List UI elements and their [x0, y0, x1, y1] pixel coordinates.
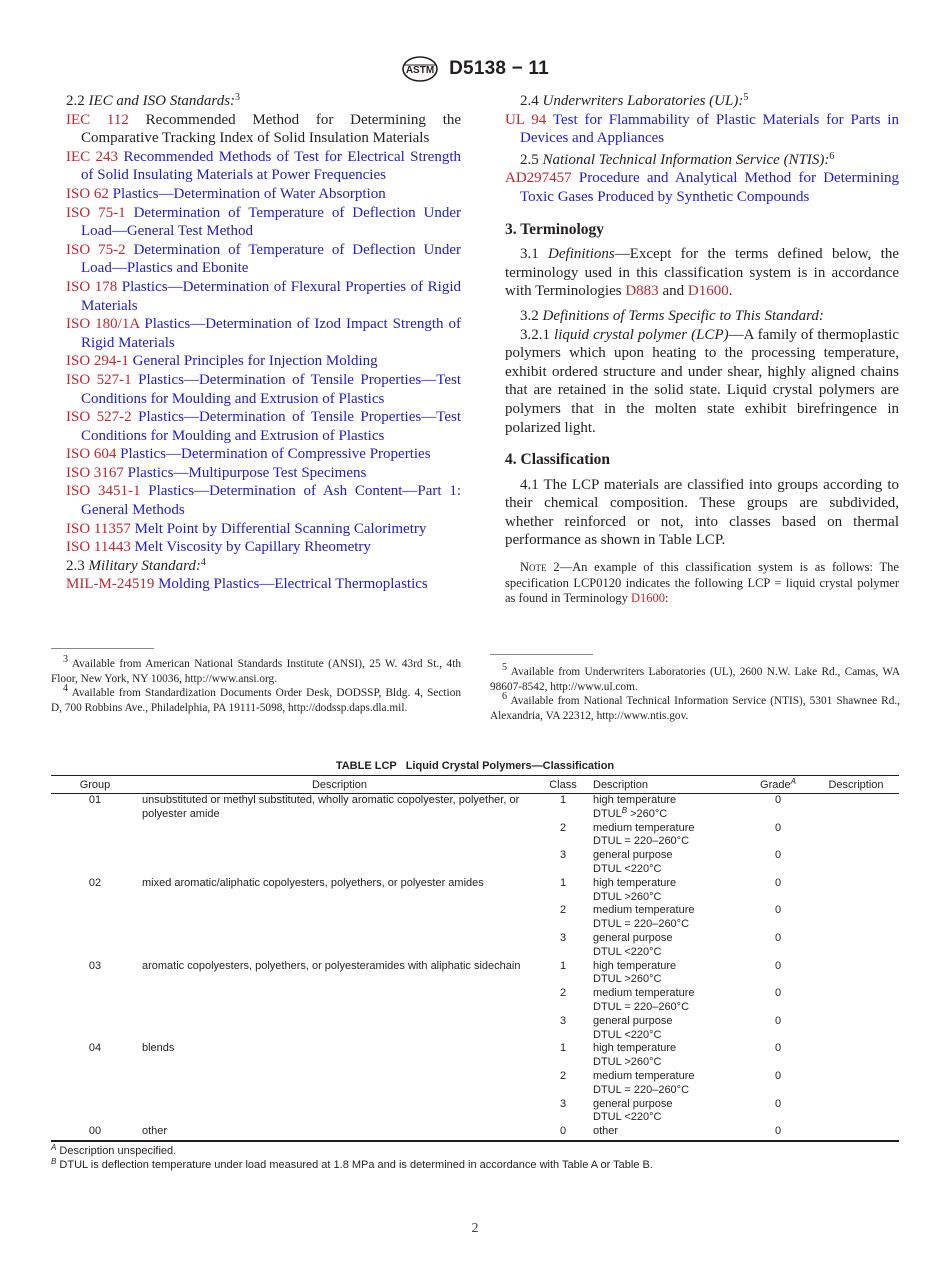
- table-row: [51, 822, 899, 850]
- reference-code-link[interactable]: ISO 3167: [66, 464, 124, 481]
- table-row: [51, 932, 899, 960]
- page-number: 2: [471, 1221, 479, 1236]
- cell-description: other: [139, 1125, 537, 1141]
- cell-grade: 0: [774, 849, 782, 862]
- table-row: [51, 960, 899, 988]
- reference-item[interactable]: [66, 204, 461, 241]
- table-header-row: [51, 776, 899, 794]
- reference-title-link[interactable]: Plastics—Determination of Flexural Properties of Rigid Materials: [81, 278, 461, 314]
- footnote-divider: [51, 648, 154, 649]
- cell-class-description: medium temperature DTUL = 220–260°C: [593, 821, 695, 848]
- reference-code-link[interactable]: IEC 112: [66, 111, 129, 128]
- cell-description: unsubstituted or methyl substituted, wholly aromatic copolyester, polyether, or polyester amide: [142, 794, 520, 820]
- paragraph-4-1: 4.1 The LCP materials are classified into groups according to their chemical composition. These groups are subdivided, whether reinforced or not, into classes based on thermal performance as shown in Table LCP.: [505, 476, 899, 549]
- cell-grade-description: [813, 1015, 899, 1043]
- reference-item[interactable]: [66, 538, 461, 557]
- section-2-2-heading: 2.2 IEC and ISO Standards:$^3$: [66, 92, 241, 109]
- cell-grade: 0: [743, 1125, 813, 1141]
- header-class: Class: [537, 776, 589, 794]
- cell-group: 03: [88, 959, 102, 972]
- left-column: [66, 92, 461, 594]
- cell-group: [51, 849, 139, 877]
- reference-code-link[interactable]: ISO 527-2: [66, 409, 132, 426]
- cell-grade: 0: [774, 931, 782, 944]
- paragraph-3-2: 3.2 Definitions of Terms Specific to This Standard:: [520, 307, 824, 324]
- table-footnote-a: $^A$ Description unspecified.: [51, 1142, 177, 1157]
- document-number: D5138 − 11: [449, 58, 549, 79]
- footnote-5: $^5$ Available from Underwriters Laboratories (UL), 2600 N.W. Lake Rd., Camas, WA 98607-8542, http://www.ul.com.: [490, 662, 901, 693]
- cell-class: 3: [559, 849, 567, 862]
- reference-code-link[interactable]: ISO 75-1: [66, 204, 126, 221]
- cell-grade-description: [813, 987, 899, 1015]
- reference-code-link[interactable]: ISO 604: [66, 446, 117, 463]
- cell-class: 3: [559, 1097, 567, 1110]
- reference-item[interactable]: [66, 278, 461, 315]
- reference-code-link[interactable]: ISO 294-1: [66, 353, 129, 370]
- right-column: [505, 92, 899, 619]
- cell-description: [139, 904, 537, 932]
- section-heading-classification: 4. Classification: [505, 451, 611, 469]
- cell-grade: 0: [774, 821, 782, 834]
- reference-code-link[interactable]: ISO 62: [66, 185, 109, 202]
- cell-grade-description: [813, 849, 899, 877]
- reference-title-link[interactable]: Determination of Temperature of Deflection Under Load—Plastics and Ebonite: [81, 241, 462, 277]
- table-row: [51, 987, 899, 1015]
- reference-item[interactable]: [66, 520, 461, 539]
- reference-title-link[interactable]: Recommended Methods of Test for Electrical Strength of Solid Insulating Materials at Power Frequencies: [81, 148, 461, 184]
- cell-grade: 0: [774, 1014, 782, 1027]
- cell-grade: 0: [774, 794, 782, 806]
- reference-code-link[interactable]: AD297457: [505, 170, 572, 187]
- cell-group: 00: [51, 1125, 139, 1141]
- cell-grade-description: [813, 904, 899, 932]
- reference-title-link[interactable]: Procedure and Analytical Method for Determining Toxic Gases Produced by Synthetic Compounds: [520, 170, 900, 205]
- cell-class: 1: [559, 1042, 567, 1055]
- cell-description: [139, 1015, 537, 1043]
- reference-title-link[interactable]: Plastics—Determination of Water Absorption: [112, 185, 386, 202]
- reference-ul-94[interactable]: [505, 111, 899, 148]
- cell-group: 02: [88, 876, 102, 889]
- reference-item[interactable]: [66, 185, 461, 204]
- cell-class-description: high temperature DTUL >260°C: [593, 1042, 677, 1069]
- reference-code-link[interactable]: ISO 178: [66, 278, 118, 295]
- header-group: Group: [51, 776, 139, 794]
- reference-list: [66, 111, 461, 557]
- header-grade-description: Description: [813, 776, 899, 794]
- header-description: Description: [139, 776, 537, 794]
- cell-description: [139, 1098, 537, 1126]
- reference-title-link[interactable]: General Principles for Injection Molding: [132, 353, 378, 370]
- section-2-5-heading: 2.5 National Technical Information Service (NTIS):$^6$: [520, 150, 835, 168]
- table-row: [51, 1070, 899, 1098]
- reference-item[interactable]: [66, 241, 461, 278]
- left-footnotes: [51, 654, 461, 715]
- cell-group: [51, 987, 139, 1015]
- cell-group: [51, 1070, 139, 1098]
- cell-grade: 0: [774, 1042, 782, 1055]
- footnote-3: $^3$ Available from American National Standards Institute (ANSI), 25 W. 43rd St., 4th Floor, New York, NY 10036, http://www.ansi.org.: [51, 654, 461, 685]
- cell-grade: 0: [774, 876, 782, 889]
- table-footnote-b: $^B$ DTUL is deflection temperature under load measured at 1.8 MPa and is determined in accordance with Table A or Table B.: [51, 1156, 653, 1171]
- reference-title-link[interactable]: Plastics—Determination of Tensile Properties—Test Conditions for Moulding and Extrusion of Plastics: [81, 409, 461, 444]
- footnote-divider: [490, 654, 593, 655]
- astm-logo-icon: [401, 56, 439, 82]
- cell-grade-description: [813, 1098, 899, 1126]
- reference-code-link[interactable]: ISO 75-2: [66, 241, 126, 258]
- cell-description: [139, 822, 537, 850]
- link-d1600[interactable]: D1600: [687, 283, 729, 300]
- cell-grade-description: [813, 877, 899, 905]
- cell-group: [51, 932, 139, 960]
- reference-item[interactable]: [66, 445, 461, 464]
- cell-class: 1: [559, 876, 567, 889]
- cell-grade-description: [813, 932, 899, 960]
- cell-grade: 0: [774, 904, 782, 917]
- table-row: [51, 1125, 899, 1141]
- cell-class-description: general purpose DTUL <220°C: [593, 1014, 673, 1041]
- table-row: [51, 1042, 899, 1070]
- header-class-description: Description: [589, 776, 743, 794]
- page-header: [0, 56, 950, 82]
- reference-item[interactable]: [66, 352, 461, 371]
- cell-class: 1: [559, 959, 567, 972]
- section-heading-terminology: 3. Terminology: [505, 220, 605, 238]
- cell-class-description: medium temperature DTUL = 220–260°C: [593, 987, 695, 1013]
- footnote-4: $^4$ Available from Standardization Documents Order Desk, DODSSP, Bldg. 4, Section D, 700 Robbins Ave., Philadelphia, PA 19111-5098, http://dodssp.daps.dla.mil.: [51, 683, 461, 714]
- paragraph-3-2-1: 3.2.1 liquid crystal polymer (LCP)—A family of thermoplastic polymers which upon heating to the processing temperature, exhibit ordered structure and under shear, highly aligned chains that are retained in the solid state. Liquid crystal polymers are polymers that in the molten state exhibit birefringence in polarized light.: [505, 326, 899, 436]
- cell-grade-description: [813, 794, 899, 822]
- cell-class-description: medium temperature DTUL = 220–260°C: [593, 904, 695, 931]
- reference-item[interactable]: [66, 371, 461, 408]
- reference-code-link[interactable]: IEC 243: [66, 148, 119, 165]
- reference-title-link[interactable]: Recommended Method for Determining the Comparative Tracking Index of Solid Insulation Materials: [81, 111, 462, 147]
- cell-class: 3: [559, 931, 567, 944]
- reference-title-link[interactable]: Test for Flammability of Plastic Materials for Parts in Devices and Appliances: [520, 111, 899, 147]
- cell-group: 01: [88, 794, 102, 806]
- cell-class: 3: [559, 1014, 567, 1027]
- cell-group: [51, 822, 139, 850]
- reference-code-link[interactable]: MIL-M-24519: [66, 576, 155, 593]
- link-d1600-note[interactable]: D1600: [630, 591, 665, 606]
- reference-title-link[interactable]: Plastics—Determination of Ash Content—Part 1: General Methods: [81, 483, 461, 519]
- table-row: [51, 877, 899, 905]
- cell-grade-description: [813, 1042, 899, 1070]
- cell-description: aromatic copolyesters, polyethers, or polyesteramides with aliphatic sidechain: [142, 959, 521, 972]
- reference-code-link[interactable]: ISO 11357: [66, 520, 131, 537]
- section-2-3-heading: 2.3 Military Standard:$^4$: [66, 556, 206, 574]
- reference-code-link[interactable]: ISO 180/1A: [66, 316, 140, 333]
- cell-grade-description: [813, 1070, 899, 1098]
- cell-grade-description: [813, 822, 899, 850]
- cell-description: [139, 1070, 537, 1098]
- reference-title-link[interactable]: Melt Point by Differential Scanning Calorimetry: [134, 520, 427, 537]
- cell-class: 1: [559, 794, 567, 806]
- table-row: [51, 1098, 899, 1126]
- table-row: [51, 794, 899, 822]
- cell-class-description: general purpose DTUL <220°C: [593, 931, 673, 958]
- cell-group: [51, 904, 139, 932]
- reference-item[interactable]: [66, 464, 461, 483]
- cell-class-description: medium temperature DTUL = 220–260°C: [593, 1069, 695, 1096]
- cell-class-description: high temperature DTUL >260°C: [593, 876, 677, 903]
- cell-description: [139, 932, 537, 960]
- cell-class: 0: [537, 1125, 589, 1141]
- link-d883[interactable]: D883: [625, 283, 659, 300]
- cell-class-description: high temperature $DTUL^B >260^\circ C$: [593, 794, 677, 820]
- cell-class-description: other: [589, 1125, 743, 1141]
- footnote-6: $^6$ Available from National Technical Information Service (NTIS), 5301 Shawnee Rd., Alexandria, VA 22312, http://www.ntis.gov.: [490, 691, 900, 722]
- cell-class-description: high temperature DTUL >260°C: [593, 959, 677, 986]
- reference-code-link[interactable]: ISO 3451-1: [66, 483, 141, 500]
- table-footnotes: [51, 1142, 899, 1173]
- cell-grade-description: [813, 960, 899, 988]
- reference-code-link[interactable]: UL 94: [505, 111, 547, 128]
- cell-group: 04: [88, 1042, 102, 1055]
- lcp-table: [51, 775, 899, 1142]
- paragraph-3-1: 3.1 Definitions—Except for the terms defined below, the terminology used in this classification system is in accordance with Terminologies D883 and D1600.: [505, 246, 899, 300]
- table-row: [51, 849, 899, 877]
- reference-item[interactable]: [66, 111, 461, 148]
- table-row: [51, 1015, 899, 1043]
- cell-description: blends: [142, 1042, 175, 1055]
- cell-class-description: general purpose DTUL <220°C: [593, 849, 673, 875]
- reference-item[interactable]: [66, 315, 461, 352]
- cell-class: 2: [559, 821, 567, 834]
- reference-title-link[interactable]: Molding Plastics—Electrical Thermoplastics: [158, 576, 428, 593]
- reference-item[interactable]: [66, 148, 461, 185]
- reference-title-link[interactable]: Plastics—Determination of Izod Impact Strength of Rigid Materials: [81, 316, 462, 351]
- right-footnotes: [490, 662, 901, 723]
- reference-title-link[interactable]: Determination of Temperature of Deflection Under Load—General Test Method: [81, 204, 462, 240]
- cell-group: [51, 1098, 139, 1126]
- cell-description: [139, 849, 537, 877]
- reference-title-link[interactable]: Plastics—Determination of Compressive Properties: [120, 446, 431, 463]
- classification-table: [51, 760, 899, 1173]
- reference-title-link[interactable]: Melt Viscosity by Capillary Rheometry: [134, 539, 371, 556]
- reference-item[interactable]: [66, 408, 461, 445]
- cell-group: [51, 1015, 139, 1043]
- cell-class: 2: [559, 1069, 567, 1082]
- reference-title-link[interactable]: Plastics—Multipurpose Test Specimens: [127, 464, 367, 481]
- cell-grade-description: [813, 1125, 899, 1141]
- cell-grade: 0: [774, 959, 782, 972]
- cell-grade: 0: [774, 1097, 782, 1110]
- table-row: [51, 904, 899, 932]
- cell-description: [139, 987, 537, 1015]
- reference-ad297457[interactable]: [505, 169, 899, 206]
- reference-code-link[interactable]: ISO 11443: [66, 539, 131, 556]
- cell-grade: 0: [774, 987, 782, 1000]
- cell-class-description: general purpose DTUL <220°C: [593, 1097, 673, 1124]
- svg-text:ASTM: ASTM: [405, 65, 435, 76]
- cell-description: mixed aromatic/aliphatic copolyesters, polyethers, or polyester amides: [142, 876, 484, 889]
- cell-class: 2: [559, 987, 567, 1000]
- reference-code-link[interactable]: ISO 527-1: [66, 371, 132, 388]
- note-2: Note 2—An example of this classification system is as follows: The specification LCP0120 indicates the following LCP = liquid crystal polymer as found in Terminology D1600:: [505, 560, 899, 606]
- cell-class: 2: [559, 904, 567, 917]
- table-caption: TABLE LCP Liquid Crystal Polymers—Classification: [335, 760, 615, 772]
- header-grade: Grade$^A$: [743, 776, 813, 794]
- reference-title-link[interactable]: Plastics—Determination of Tensile Properties—Test Conditions for Moulding and Extrusion of Plastics: [81, 371, 461, 407]
- cell-grade: 0: [774, 1069, 782, 1082]
- reference-item[interactable]: [66, 482, 461, 519]
- section-2-4-heading: 2.4 Underwriters Laboratories (UL):$^5$: [520, 92, 749, 109]
- reference-mil-m-24519[interactable]: [66, 575, 461, 594]
